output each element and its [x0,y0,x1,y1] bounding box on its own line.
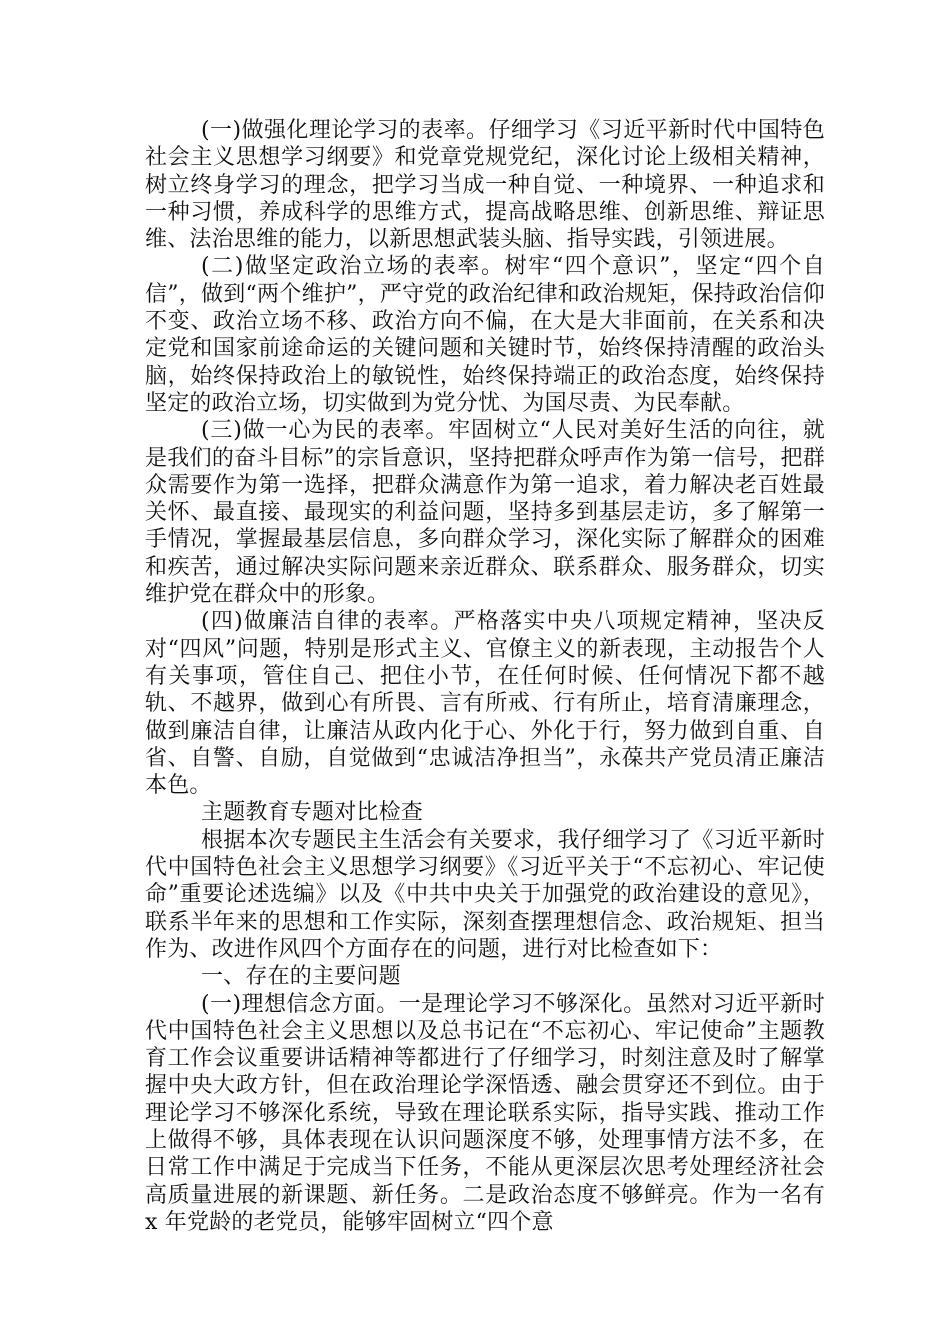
paragraph-integrity: (四)做廉洁自律的表率。严格落实中央八项规定精神，坚决反对“四风”问题，特别是形式主义、官僚主义的新表现，主动报告个人有关事项，管住自己、把住小节，在任何时候、任何情况下都不越轨、不越界，做到心有所畏、言有所戒、行有所止，培育清廉理念，做到廉洁自律，让廉洁从政内化于心、外化于行，努力做到自重、自省、自警、自励，自觉做到“忠诚洁净担当”，永葆共产党员清正廉洁本色。 [145,609,825,799]
paragraph-theory-study: (一)做强化理论学习的表率。仔细学习《习近平新时代中国特色社会主义思想学习纲要》和党章党规党纪，深化讨论上级相关精神，树立终身学习的理念，把学习当成一种自觉、一种境界、一种追求和一种习惯，养成科学的思维方式，提高战略思维、创新思维、辩证思维、法治思维的能力，以新思想武装头脑、指导实践，引领进展。 [145,118,825,253]
paragraph-ideals-beliefs: (一)理想信念方面。一是理论学习不够深化。虽然对习近平新时代中国特色社会主义思想以及总书记在“不忘初心、牢记使命”主题教育工作会议重要讲话精神等都进行了仔细学习，时刻注意及时了解掌握中央大政方针，但在政治理论学深悟透、融会贯穿还不到位。由于理论学习不够深化系统，导致在理论联系实际，指导实践、推动工作上做得不够，具体表现在认识问题深度不够，处理事情方法不多，在日常工作中满足于完成当下任务，不能从更深层次思考处理经济社会高质量进展的新课题、新任务。二是政治态度不够鲜亮。作为一名有 x 年党龄的老党员，能够牢固树立“四个意 [145,991,825,1235]
paragraph-intro: 根据本次专题民主生活会有关要求，我仔细学习了《习近平新时代中国特色社会主义思想学习纲要》《习近平关于“不忘初心、牢记使命”重要论述选编》以及《中共中央关于加强党的政治建设的意见》，联系半年来的思想和工作实际，深刻查摆理想信念、政治规矩、担当作为、改进作风四个方面存在的问题，进行对比检查如下： [145,827,825,962]
paragraph-political-stance: (二)做坚定政治立场的表率。树牢“四个意识”，坚定“四个自信”，做到“两个维护”，严守党的政治纪律和政治规矩，保持政治信仰不变、政治立场不移、政治方向不偏，在大是大非面前，在关系和决定党和国家前途命运的关键问题和关键时节，始终保持清醒的政治头脑，始终保持政治上的敏锐性，始终保持端正的政治态度，始终保持坚定的政治立场，切实做到为党分忧、为国尽责、为民奉献。 [145,254,825,416]
document-body [145,117,825,1236]
subsection-title: 一、存在的主要问题 [201,964,401,990]
paragraph-serve-people: (三)做一心为民的表率。牢固树立“人民对美好生活的向往，就是我们的奋斗目标”的宗旨意识，坚持把群众呼声作为第一信号，把群众需要作为第一选择，把群众满意作为第一追求，着力解决老百姓最关怀、最直接、最现实的利益问题，坚持多到基层走访，多了解第一手情况，掌握最基层信息，多向群众学习，深化实际了解群众的困难和疾苦，通过解决实际问题来亲近群众、联系群众、服务群众，切实维护党在群众中的形象。 [145,418,825,608]
section-title: 主题教育专题对比检查 [201,800,424,826]
